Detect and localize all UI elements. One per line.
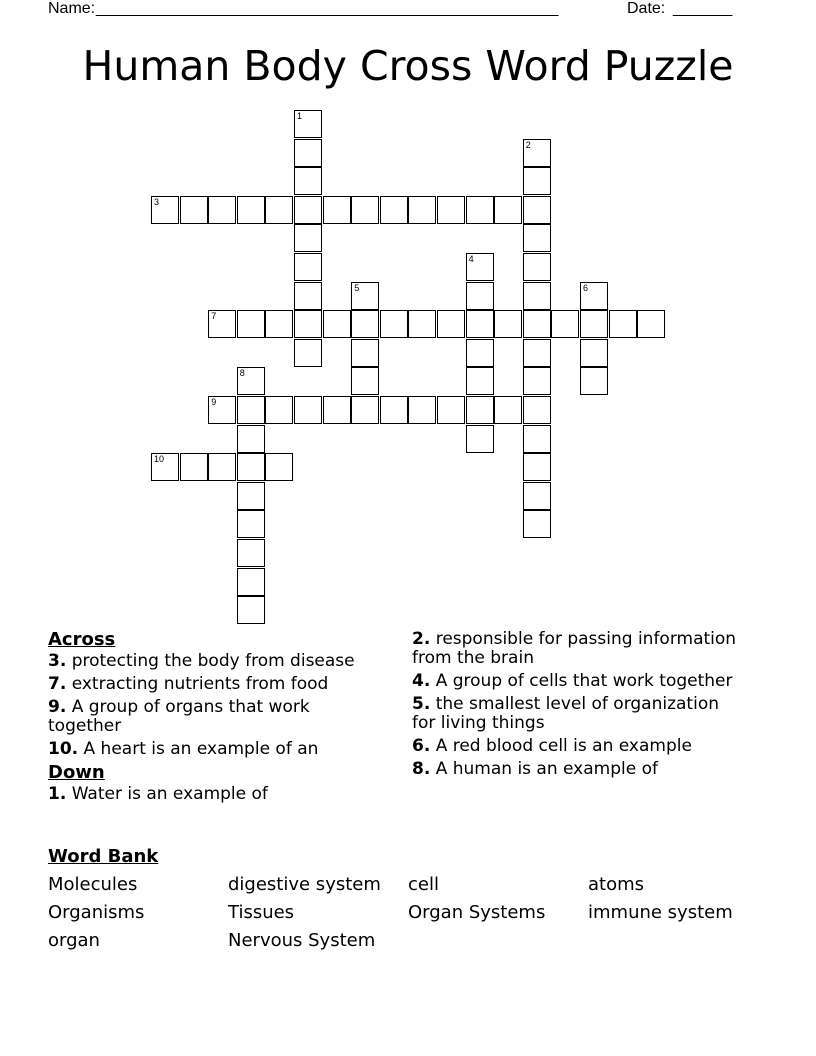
crossword-cell[interactable]	[294, 339, 322, 367]
crossword-cell[interactable]	[294, 253, 322, 281]
crossword-cell[interactable]	[494, 310, 522, 338]
crossword-cell[interactable]	[351, 310, 379, 338]
crossword-cell[interactable]	[208, 196, 236, 224]
crossword-cell[interactable]	[523, 367, 551, 395]
word-bank-item: Organisms	[48, 902, 145, 923]
crossword-cell[interactable]	[523, 339, 551, 367]
date-field-line[interactable]: _______	[673, 0, 732, 17]
crossword-cell[interactable]	[580, 339, 608, 367]
crossword-cell[interactable]	[466, 253, 494, 281]
crossword-cell[interactable]	[237, 453, 265, 481]
crossword-cell[interactable]	[437, 396, 465, 424]
crossword-cell[interactable]	[523, 453, 551, 481]
crossword-cell[interactable]	[466, 367, 494, 395]
word-bank-title: Word Bank	[48, 846, 159, 867]
crossword-cell[interactable]	[323, 396, 351, 424]
cell-number: 4	[468, 254, 474, 264]
crossword-cell[interactable]	[551, 310, 579, 338]
cell-number: 1	[297, 111, 303, 121]
crossword-cell[interactable]	[294, 224, 322, 252]
crossword-cell[interactable]	[494, 196, 522, 224]
clues-left-column	[48, 630, 378, 808]
crossword-cell[interactable]	[523, 167, 551, 195]
clue-across-3: 3. protecting the body from disease	[48, 651, 355, 671]
crossword-cell[interactable]	[208, 396, 236, 424]
crossword-cell[interactable]	[523, 510, 551, 538]
crossword-cell[interactable]	[180, 453, 208, 481]
crossword-cell[interactable]	[523, 139, 551, 167]
crossword-cell[interactable]	[294, 196, 322, 224]
down-heading: Down	[48, 762, 105, 783]
word-bank-item: digestive system	[228, 874, 381, 895]
date-label: Date:	[627, 0, 670, 17]
crossword-cell[interactable]	[237, 539, 265, 567]
crossword-cell[interactable]	[237, 425, 265, 453]
crossword-cell[interactable]	[208, 453, 236, 481]
crossword-cell[interactable]	[580, 282, 608, 310]
cell-number: 8	[239, 368, 245, 379]
word-bank-item: immune system	[588, 902, 733, 923]
crossword-cell[interactable]	[408, 396, 436, 424]
crossword-cell[interactable]	[351, 282, 379, 310]
crossword-cell[interactable]	[580, 367, 608, 395]
crossword-cell[interactable]	[294, 167, 322, 195]
clue-down-4: 4. A group of cells that work together	[412, 671, 733, 691]
crossword-cell[interactable]	[523, 253, 551, 281]
crossword-cell[interactable]	[237, 396, 265, 424]
crossword-cell[interactable]	[208, 310, 236, 338]
crossword-cell[interactable]	[523, 425, 551, 453]
word-bank-item: Organ Systems	[408, 902, 546, 923]
crossword-cell[interactable]	[437, 310, 465, 338]
crossword-cell[interactable]	[580, 310, 608, 338]
crossword-cell[interactable]	[466, 339, 494, 367]
word-bank-item: organ	[48, 930, 100, 951]
word-bank-item: atoms	[588, 874, 645, 895]
word-bank-item: cell	[408, 874, 439, 895]
clue-down-6: 6. A red blood cell is an example	[412, 736, 692, 756]
crossword-cell[interactable]	[637, 310, 665, 338]
crossword-cell[interactable]	[523, 282, 551, 310]
crossword-cell[interactable]	[351, 396, 379, 424]
cell-number: 7	[211, 311, 217, 322]
crossword-cell[interactable]	[237, 196, 265, 224]
crossword-cell[interactable]	[294, 139, 322, 167]
clue-down-5: 5. the smallest level of organization for living things	[412, 694, 719, 733]
clue-down-8: 8. A human is an example of	[412, 759, 658, 779]
crossword-cell[interactable]	[466, 396, 494, 424]
crossword-cell[interactable]	[294, 310, 322, 338]
name-label: Name:	[48, 0, 100, 17]
cell-number: 10	[154, 454, 165, 465]
clue-across-7: 7. extracting nutrients from food	[48, 674, 329, 694]
clues-right-column	[412, 630, 742, 783]
name-field-line[interactable]: _______________________________________________________	[96, 0, 558, 17]
crossword-cell[interactable]	[237, 482, 265, 510]
crossword-cell[interactable]	[237, 596, 265, 624]
crossword-cell[interactable]	[323, 196, 351, 224]
crossword-cell[interactable]	[265, 453, 293, 481]
crossword-cell[interactable]	[466, 425, 494, 453]
across-heading: Across	[48, 629, 116, 650]
crossword-cell[interactable]	[523, 196, 551, 224]
word-bank-item: Molecules	[48, 874, 138, 895]
crossword-cell[interactable]	[265, 396, 293, 424]
crossword-cell[interactable]	[408, 310, 436, 338]
crossword-cell[interactable]	[609, 310, 637, 338]
crossword-cell[interactable]	[523, 482, 551, 510]
crossword-cell[interactable]	[494, 396, 522, 424]
word-bank-item: Nervous System	[228, 930, 376, 951]
cell-number: 9	[211, 397, 217, 407]
crossword-cell[interactable]	[437, 196, 465, 224]
crossword-cell[interactable]	[351, 196, 379, 224]
crossword-cell[interactable]	[466, 282, 494, 310]
page-title: Human Body Cross Word Puzzle	[82, 42, 734, 90]
crossword-cell[interactable]	[237, 568, 265, 596]
crossword-cell[interactable]	[523, 396, 551, 424]
clue-across-9: 9. A group of organs that work together	[48, 697, 310, 736]
crossword-cell[interactable]	[323, 310, 351, 338]
clue-down-1: 1. Water is an example of	[48, 784, 268, 804]
crossword-cell[interactable]	[294, 110, 322, 138]
crossword-cell[interactable]	[408, 196, 436, 224]
clue-down-2: 2. responsible for passing information from the brain	[412, 629, 737, 668]
crossword-cell[interactable]	[237, 510, 265, 538]
crossword-cell[interactable]	[351, 367, 379, 395]
crossword-cell[interactable]	[294, 282, 322, 310]
crossword-cell[interactable]	[351, 339, 379, 367]
crossword-cell[interactable]	[151, 453, 179, 481]
crossword-cell[interactable]	[466, 196, 494, 224]
cell-number: 6	[583, 282, 589, 293]
crossword-cell[interactable]	[237, 310, 265, 338]
crossword-cell[interactable]	[265, 196, 293, 224]
crossword-cell[interactable]	[380, 310, 408, 338]
crossword-cell[interactable]	[237, 367, 265, 395]
crossword-cell[interactable]	[523, 224, 551, 252]
cell-number: 2	[525, 139, 531, 150]
crossword-cell[interactable]	[380, 196, 408, 224]
word-bank-item: Tissues	[228, 902, 295, 923]
clue-across-10: 10. A heart is an example of an	[48, 739, 319, 759]
crossword-cell[interactable]	[180, 196, 208, 224]
crossword-cell[interactable]	[151, 196, 179, 224]
crossword-cell[interactable]	[466, 310, 494, 338]
cell-number: 5	[354, 282, 360, 293]
cell-number: 3	[154, 196, 160, 207]
crossword-cell[interactable]	[380, 396, 408, 424]
crossword-cell[interactable]	[294, 396, 322, 424]
crossword-cell[interactable]	[265, 310, 293, 338]
crossword-cell[interactable]	[523, 310, 551, 338]
